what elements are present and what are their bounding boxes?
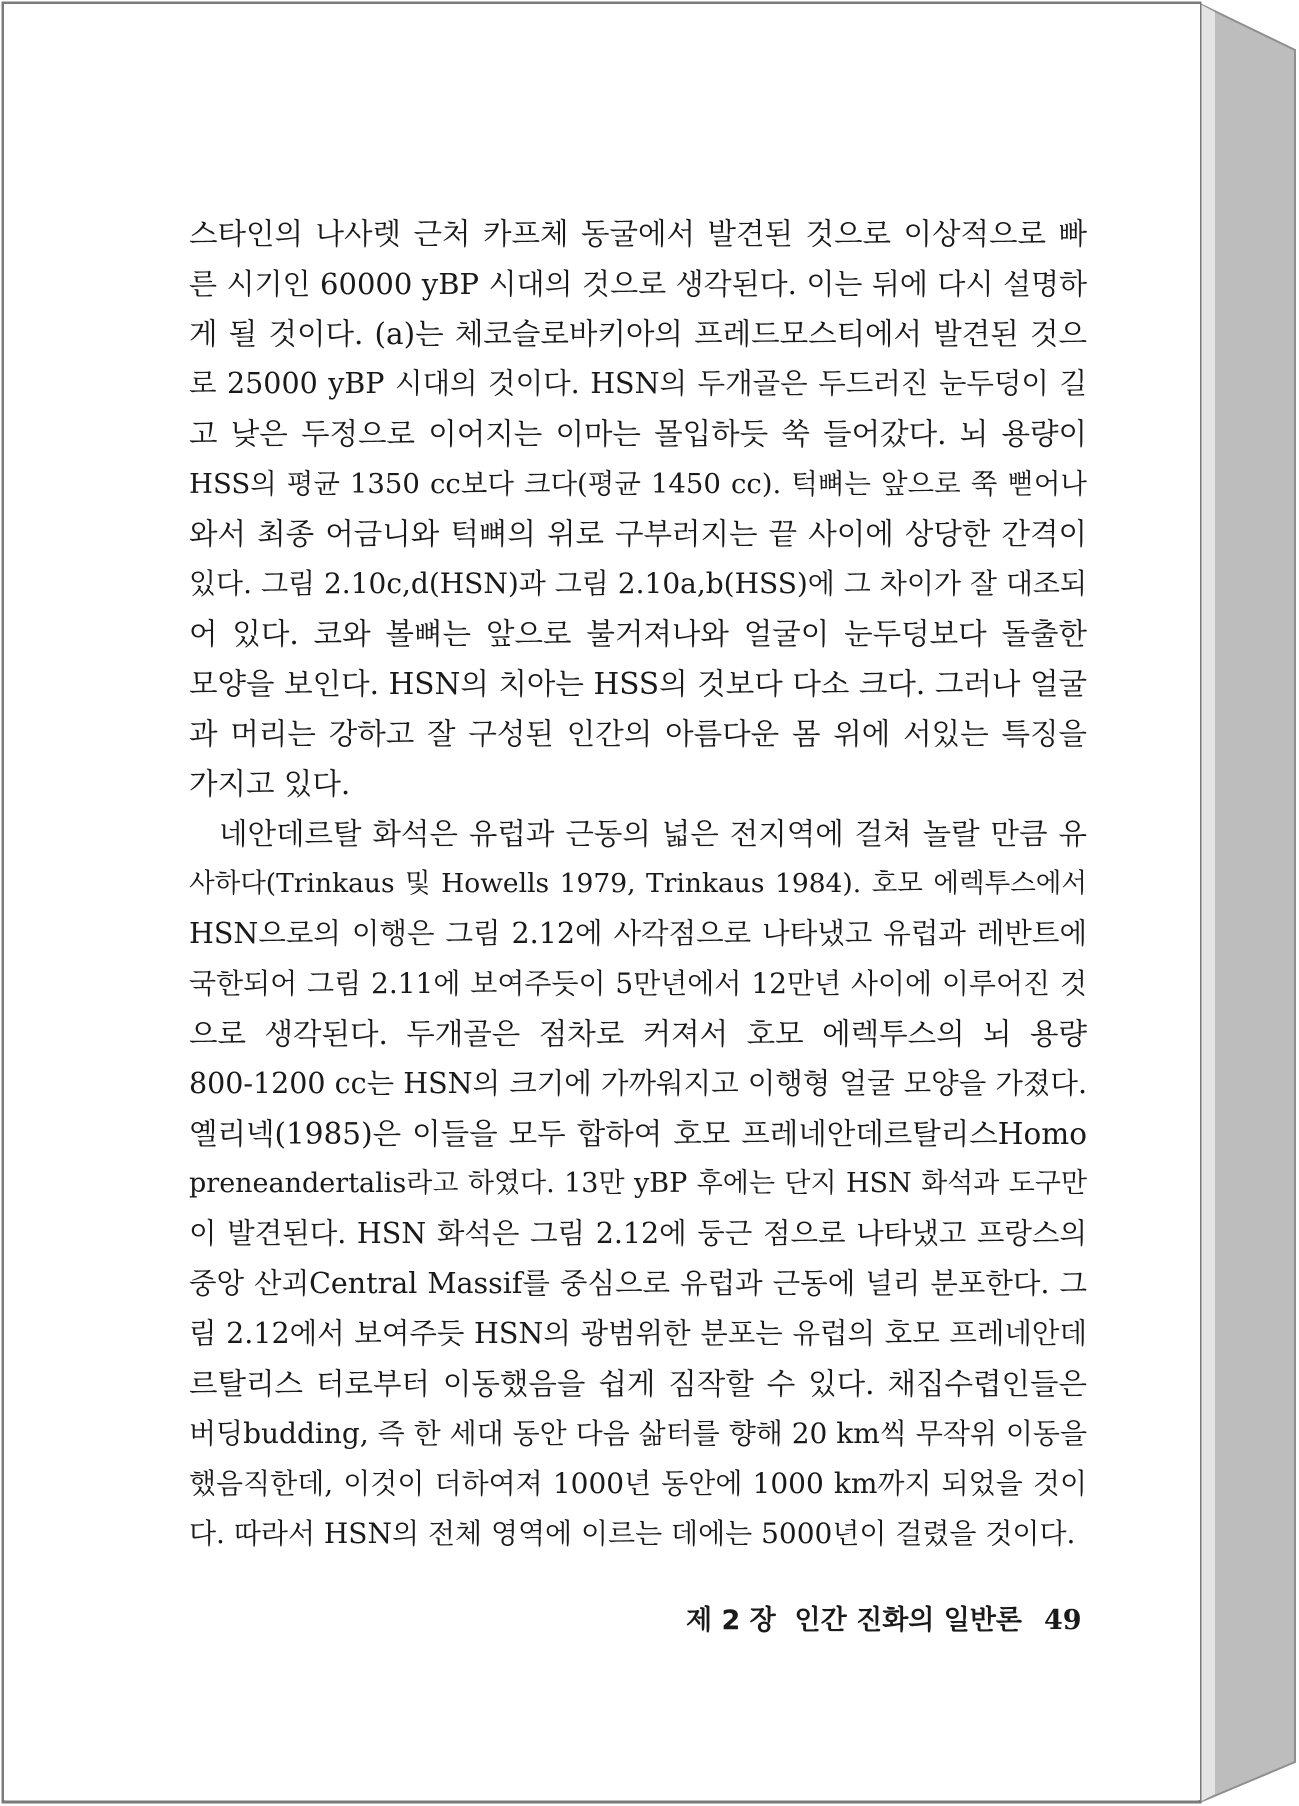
chapter-title: 제 2 장 인간 진화의 일반론 xyxy=(686,1605,1023,1636)
text-line: 800-1200 cc는 HSN의 크기에 가까워지고 이행형 얼굴 모양을 가졌다. xyxy=(189,1067,1087,1100)
body-text xyxy=(189,209,1087,1559)
text-line: 가지고 있다. xyxy=(189,767,351,801)
text-line: 했음직한데, 이것이 더하여져 1000년 동안에 1000 km까지 되었을 것이 xyxy=(189,1467,1087,1500)
paragraph-2 xyxy=(189,809,1087,1559)
text-line: 로 25000 yBP 시대의 것이다. HSN의 두개골은 두드러진 눈두덩이 길 xyxy=(189,367,1087,400)
text-line: 르탈리스 터로부터 이동했음을 쉽게 짐작할 수 있다. 채집수렵인들은 xyxy=(189,1367,1087,1401)
text-line: 와서 최종 어금니와 턱뼈의 위로 구부러지는 끝 사이에 상당한 간격이 xyxy=(189,517,1087,551)
text-line: 게 될 것이다. (a)는 체코슬로바키아의 프레드모스티에서 발견된 것으 xyxy=(189,317,1087,351)
text-line: 버딩budding, 즉 한 세대 동안 다음 삶터를 향해 20 km씩 무작위 이동을 xyxy=(189,1417,1087,1450)
text-line: 옐리넥(1985)은 이들을 모두 합하여 호모 프레네안데르탈리스Homo xyxy=(189,1117,1087,1151)
paragraph-1 xyxy=(189,209,1087,809)
text-line: 다. 따라서 HSN의 전체 영역에 이르는 데에는 5000년이 걸렸을 것이다. xyxy=(189,1517,1076,1550)
text-line: 중앙 산괴Central Massif를 중심으로 유럽과 근동에 널리 분포한다. 그 xyxy=(189,1267,1087,1300)
text-line: 어 있다. 코와 볼뼈는 앞으로 불거져나와 얼굴이 눈두덩보다 돌출한 xyxy=(189,617,1087,651)
text-line: 고 낮은 두정으로 이어지는 이마는 몰입하듯 쑥 들어갔다. 뇌 용량이 xyxy=(189,417,1087,451)
text-line: HSN으로의 이행은 그림 2.12에 사각점으로 나타냈고 유럽과 레반트에 xyxy=(189,917,1087,950)
text-line: 스타인의 나사렛 근처 카프체 동굴에서 발견된 것으로 이상적으로 빠 xyxy=(189,217,1087,251)
text-line: 있다. 그림 2.10c,d(HSN)과 그림 2.10a,b(HSS)에 그 차이가 잘 대조되 xyxy=(189,567,1087,600)
text-line: HSS의 평균 1350 cc보다 크다(평균 1450 cc). 턱뼈는 앞으로 쭉 뻗어나 xyxy=(189,468,1087,500)
text-line: 림 2.12에서 보여주듯 HSN의 광범위한 분포는 유럽의 호모 프레네안데 xyxy=(189,1317,1087,1350)
page-number: 49 xyxy=(1044,1605,1082,1636)
text-line: 국한되어 그림 2.11에 보여주듯이 5만년에서 12만년 사이에 이루어진 것 xyxy=(189,967,1087,1000)
text-line: 른 시기인 60000 yBP 시대의 것으로 생각된다. 이는 뒤에 다시 설명하 xyxy=(189,267,1087,301)
text-line: preneandertalis라고 하였다. 13만 yBP 후에는 단지 HSN 화석과 도구만 xyxy=(189,1168,1087,1199)
text-line: 으로 생각된다. 두개골은 점차로 커져서 호모 에렉투스의 뇌 용량 xyxy=(189,1017,1087,1051)
text-line: 이 발견된다. HSN 화석은 그림 2.12에 둥근 점으로 나타냈고 프랑스의 xyxy=(189,1217,1087,1250)
page-footer xyxy=(686,1598,1082,1637)
text-line: 모양을 보인다. HSN의 치아는 HSS의 것보다 다소 크다. 그러나 얼굴 xyxy=(189,667,1087,701)
text-line: 사하다(Trinkaus 및 Howells 1979, Trinkaus 1984). 호모 에렉투스에서 xyxy=(189,868,1087,899)
text-line: 네안데르탈 화석은 유럽과 근동의 넓은 전지역에 걸쳐 놀랄 만큼 유 xyxy=(219,817,1087,851)
text-line: 과 머리는 강하고 잘 구성된 인간의 아름다운 몸 위에 서있는 특징을 xyxy=(189,717,1087,751)
